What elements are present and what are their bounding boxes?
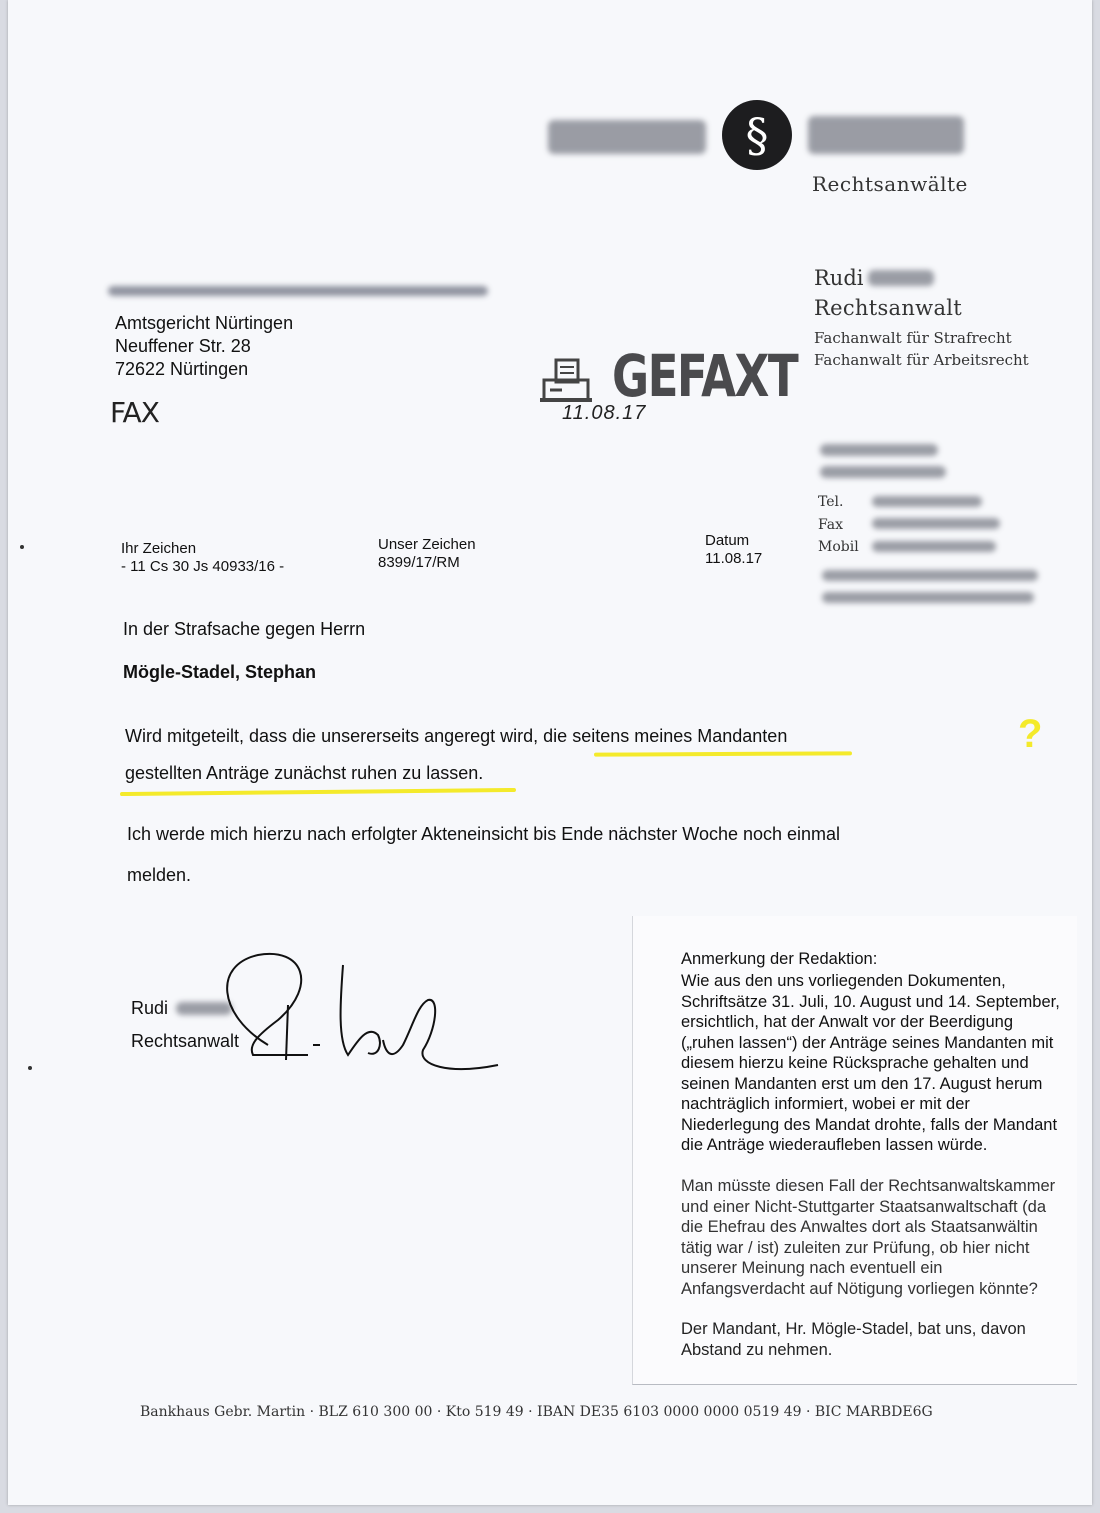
editor-note-title: Anmerkung der Redaktion: — [681, 950, 878, 968]
redacted-address-line-2 — [820, 466, 946, 478]
redacted-lawyer-surname — [868, 270, 934, 286]
scan-speck — [28, 1066, 32, 1070]
redacted-firm-name-right — [808, 116, 964, 154]
redacted-email — [822, 570, 1038, 581]
contact-label-fax: Fax — [818, 517, 844, 533]
editor-note-paragraph-2: Man müsste diesen Fall der Rechtsanwaltskammer und einer Nicht-Stuttgarter Staatsanwaltschaft (da die Ehefrau des Anwaltes dort als Staatsanwältin tätig war / ist) zuleiten zur Prüfung, ob hier nicht unserer Meinung nach eventuell ein Anfangsverdacht auf Nötigung vorliegen könnte? — [681, 1177, 1056, 1298]
unser-zeichen-label: Unser Zeichen — [378, 536, 476, 553]
firm-subtitle: Rechtsanwälte — [812, 172, 968, 196]
specialty-criminal-law: Fachanwalt für Strafrecht — [814, 329, 1012, 347]
redacted-fax-number — [872, 518, 1000, 529]
redacted-website — [822, 592, 1034, 603]
unser-zeichen-value: 8399/17/RM — [378, 554, 460, 571]
datum-value: 11.08.17 — [705, 550, 763, 567]
para2-line1: Ich werde mich hierzu nach erfolgter Akteneinsicht bis Ende nächster Woche noch einmal — [127, 824, 841, 844]
highlight-underline-2 — [120, 788, 516, 796]
fax-machine-icon — [540, 352, 596, 406]
paragraph-logo-icon: § — [722, 100, 792, 170]
lawyer-name: Rudi — [814, 266, 864, 290]
lawyer-title: Rechtsanwalt — [814, 296, 963, 320]
ihr-zeichen-value: - 11 Cs 30 Js 40933/16 - — [121, 558, 285, 575]
redacted-tel-number — [872, 496, 982, 507]
redacted-mobile-number — [872, 541, 996, 552]
redacted-sender-line — [108, 286, 488, 296]
contact-label-tel: Tel. — [818, 494, 844, 510]
defendant-name: Mögle-Stadel, Stephan — [123, 662, 317, 682]
recipient-address — [115, 312, 293, 381]
letter-page — [8, 0, 1092, 1505]
highlight-underline-1 — [594, 751, 852, 756]
para1-line2: gestellten Anträge zunächst ruhen zu lassen. — [125, 763, 484, 783]
contact-label-mobil: Mobil — [818, 539, 859, 555]
recipient-line-city: 72622 Nürtingen — [115, 359, 249, 379]
para2-line2: melden. — [127, 865, 192, 885]
para1-line1: Wird mitgeteilt, dass die unsererseits angeregt wird, die seitens meines Mandanten — [125, 726, 788, 746]
scan-speck — [20, 545, 24, 549]
specialty-labor-law: Fachanwalt für Arbeitsrecht — [814, 351, 1029, 369]
highlighter-question-mark: ? — [1018, 712, 1043, 756]
editor-note-paragraph-3: Der Mandant, Hr. Mögle-Stadel, bat uns, davon Abstand zu nehmen. — [681, 1320, 1026, 1359]
recipient-line-street: Neuffener Str. 28 — [115, 336, 251, 356]
datum-label: Datum — [705, 532, 750, 549]
stamp-text: GEFAXT — [612, 342, 798, 410]
bank-details-footer: Bankhaus Gebr. Martin · BLZ 610 300 00 · Kto 519 49 · IBAN DE35 6103 0000 0000 0519 49 · BIC MARBDE6G — [140, 1404, 933, 1420]
recipient-line-court: Amtsgericht Nürtingen — [115, 313, 294, 333]
case-intro: In der Strafsache gegen Herrn — [123, 619, 366, 639]
editor-note-paragraph-1: Wie aus den uns vorliegenden Dokumenten, Schriftsätze 31. Juli, 10. August und 14. September, ersichtlich, hat der Anwalt vor der Beerdigung („ruhen lassen“) der Anträge seines Mandanten mit diesem hierzu keine Rücksprache gehalten und seinen Mandanten erst um den 17. August herum nachträglich informiert, wobei er mit der Niederlegung des Mandat drohte, falls der Mandant die Anträge wiederaufleben lassen würde. — [681, 972, 1060, 1154]
handwritten-fax-note: FAX — [110, 396, 159, 429]
signature-name: Rudi — [131, 998, 169, 1018]
editor-note-box — [632, 916, 1077, 1385]
redacted-address-line-1 — [820, 444, 938, 456]
redacted-firm-name-left — [548, 120, 706, 154]
handwritten-signature — [208, 945, 508, 1085]
handwritten-stamp-date: 11.08.17 — [562, 402, 647, 424]
ihr-zeichen-label: Ihr Zeichen — [121, 540, 197, 557]
signature-title: Rechtsanwalt — [131, 1031, 240, 1051]
